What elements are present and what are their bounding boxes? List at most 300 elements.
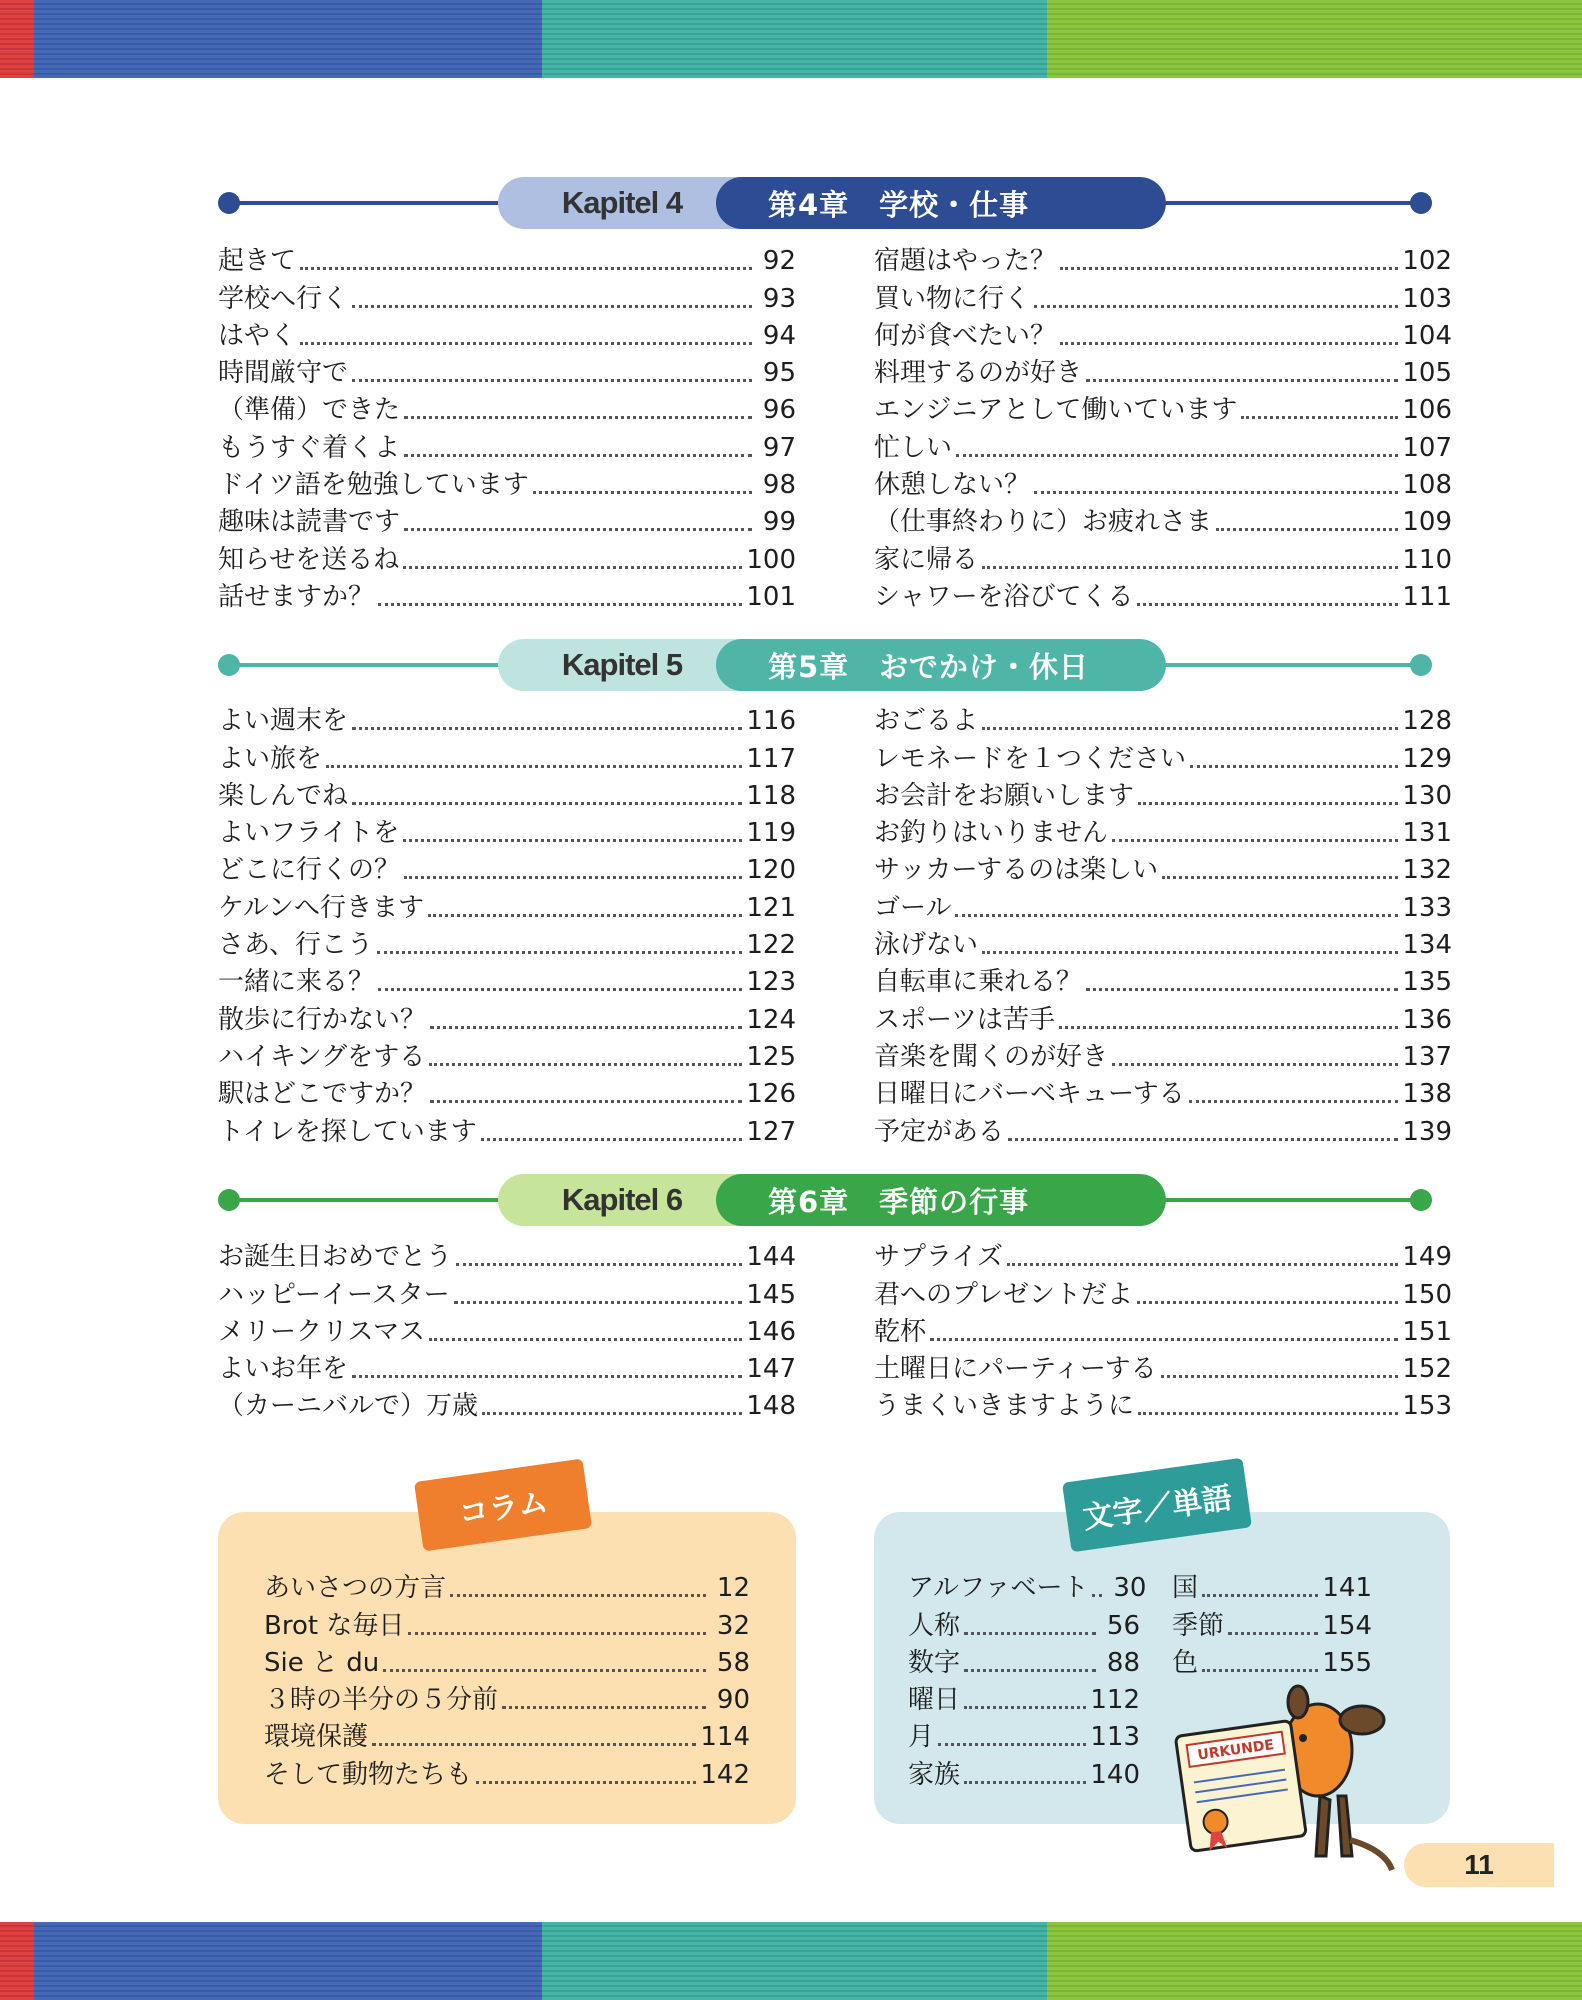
- dot-leader: [481, 1138, 743, 1141]
- toc-entry-page: 94: [762, 320, 796, 351]
- toc-entry-page: 112: [1090, 1685, 1140, 1716]
- toc-entry: [874, 504, 1452, 541]
- toc-entry-page: 103: [1402, 283, 1452, 314]
- chapter-6-japanese-title: 第6章 季節の行事: [716, 1174, 1166, 1226]
- toc-entry-title: 料理するのが好き: [874, 358, 1083, 389]
- toc-entry: [874, 703, 1452, 740]
- toc-entry: [908, 1607, 1140, 1644]
- toc-entry-title: よい旅を: [218, 743, 323, 774]
- dot-leader: [383, 1669, 706, 1672]
- dot-leader: [1138, 1412, 1398, 1415]
- toc-entry-title: 散歩に行かない？: [218, 1004, 427, 1035]
- toc-entry-title: ドイツ語を勉強しています: [218, 470, 529, 501]
- dot-leader: [403, 839, 742, 842]
- toc-entry: [218, 1276, 796, 1313]
- toc-entry: [218, 1239, 796, 1276]
- toc-entry-title: （準備）できた: [218, 395, 401, 426]
- toc-entry: [218, 1113, 796, 1150]
- toc-entry-title: 曜日: [908, 1685, 961, 1716]
- chapter-5-right-list: [874, 703, 1452, 1151]
- dot-leader: [404, 528, 752, 531]
- dot-leader: [1112, 839, 1398, 842]
- dot-leader: [378, 603, 742, 606]
- toc-entry-page: 125: [746, 1041, 796, 1072]
- toc-entry: [874, 541, 1452, 578]
- toc-entry-page: 122: [746, 930, 796, 961]
- toc-entry-title: メリークリスマス: [218, 1316, 425, 1347]
- toc-entry: [874, 889, 1452, 926]
- toc-entry-page: 116: [746, 706, 796, 737]
- toc-entry: [218, 1076, 796, 1113]
- toc-entry-page: 118: [746, 780, 796, 811]
- toc-entry: [218, 541, 796, 578]
- toc-entry-page: 123: [746, 967, 796, 998]
- toc-entry-page: 88: [1106, 1647, 1140, 1678]
- toc-entry-title: よい週末を: [218, 706, 349, 737]
- dot-leader: [1034, 491, 1398, 494]
- dot-leader: [352, 802, 742, 805]
- toc-entry-page: 93: [762, 283, 796, 314]
- toc-entry-title: ゴール: [874, 892, 952, 923]
- toc-entry-page: 101: [746, 581, 796, 612]
- column-title-tag: コラム: [414, 1459, 592, 1552]
- dot-leader: [1060, 267, 1398, 270]
- toc-entry-page: 142: [700, 1759, 750, 1790]
- toc-entry-page: 121: [746, 892, 796, 923]
- toc-entry: [218, 964, 796, 1001]
- toc-entry-title: （仕事終わりに）お疲れさま: [874, 507, 1213, 538]
- dot-leader: [964, 1669, 1096, 1672]
- dot-leader: [408, 1632, 706, 1635]
- dot-leader: [476, 1781, 696, 1784]
- toc-entry-page: 108: [1402, 470, 1452, 501]
- chapter-6-left-list: [218, 1239, 796, 1425]
- dot-leader: [403, 566, 742, 569]
- toc-entry: [264, 1570, 750, 1607]
- dot-leader: [378, 988, 742, 991]
- toc-entry-title: 家に帰る: [874, 544, 979, 575]
- toc-entry-title: お誕生日おめでとう: [218, 1242, 453, 1273]
- toc-entry: [218, 392, 796, 429]
- chapter-5-german-title: Kapitel 5: [498, 639, 746, 691]
- dot-leader: [428, 914, 742, 917]
- toc-entry-page: 141: [1322, 1573, 1372, 1604]
- dot-leader: [938, 1743, 1086, 1746]
- toc-entry-page: 99: [762, 507, 796, 538]
- toc-entry-title: スポーツは苦手: [874, 1004, 1055, 1035]
- dot-leader: [1190, 765, 1398, 768]
- dot-leader: [1137, 603, 1398, 606]
- toc-entry-page: 138: [1402, 1079, 1452, 1110]
- toc-entry-page: 129: [1402, 743, 1452, 774]
- dot-leader: [955, 914, 1398, 917]
- dot-leader: [982, 566, 1398, 569]
- toc-entry-page: 136: [1402, 1004, 1452, 1035]
- dot-leader: [982, 727, 1398, 730]
- toc-entry: [264, 1682, 750, 1719]
- toc-entry-title: ハッピーイースター: [218, 1279, 450, 1310]
- toc-entry-page: 106: [1402, 395, 1452, 426]
- dot-leader: [429, 1063, 742, 1066]
- toc-entry-title: 家族: [908, 1759, 961, 1790]
- dot-leader: [1086, 379, 1398, 382]
- chapter-4-header: [218, 177, 1432, 229]
- dot-leader: [456, 1263, 742, 1266]
- dot-leader: [964, 1706, 1086, 1709]
- dot-leader: [404, 416, 752, 419]
- toc-entry: [874, 355, 1452, 392]
- toc-entry-title: 音楽を聞くのが好き: [874, 1041, 1109, 1072]
- toc-entry: [874, 1239, 1452, 1276]
- toc-entry-title: おごるよ: [874, 706, 979, 737]
- dot-leader: [1161, 1375, 1399, 1378]
- dot-leader: [964, 1632, 1096, 1635]
- toc-entry: [908, 1719, 1140, 1756]
- toc-entry: [874, 1039, 1452, 1076]
- dot-leader: [300, 267, 752, 270]
- toc-entry-title: 一緒に来る？: [218, 967, 375, 998]
- toc-entry-title: 日曜日にバーベキューする: [874, 1079, 1185, 1110]
- toc-entry: [874, 927, 1452, 964]
- toc-entry-title: ３時の半分の５分前: [264, 1685, 499, 1716]
- toc-entry: [264, 1719, 750, 1756]
- toc-entry: [1172, 1570, 1372, 1607]
- toc-entry-title: 月: [908, 1722, 935, 1753]
- toc-entry: [218, 504, 796, 541]
- toc-entry-page: 104: [1402, 320, 1452, 351]
- dot-leader: [430, 1026, 742, 1029]
- toc-entry: [218, 703, 796, 740]
- toc-entry-title: そして動物たちも: [264, 1759, 473, 1790]
- words-left-list: [908, 1570, 1147, 1794]
- toc-entry-title: アルファベート: [908, 1573, 1089, 1604]
- toc-entry: [264, 1645, 750, 1682]
- toc-entry: [874, 318, 1452, 355]
- toc-entry-title: あいさつの方言: [264, 1573, 447, 1604]
- toc-entry-page: 32: [716, 1610, 750, 1641]
- toc-entry-page: 30: [1113, 1573, 1147, 1604]
- dot-leader: [1007, 1263, 1398, 1266]
- toc-entry: [218, 1039, 796, 1076]
- toc-entry: [874, 1001, 1452, 1038]
- chapter-6-right-list: [874, 1239, 1452, 1425]
- toc-entry-title: 土曜日にパーティーする: [874, 1354, 1157, 1385]
- dot-leader: [1112, 1063, 1398, 1066]
- toc-entry: [264, 1756, 750, 1793]
- toc-entry-page: 140: [1090, 1759, 1140, 1790]
- chapter-6-header: [218, 1174, 1432, 1226]
- dot-leader: [352, 305, 752, 308]
- toc-entry-title: お会計をお願いします: [874, 780, 1135, 811]
- toc-entry-page: 98: [762, 470, 796, 501]
- dot-leader: [454, 1301, 743, 1304]
- dot-leader: [1059, 1026, 1398, 1029]
- dot-leader: [1228, 1632, 1318, 1635]
- toc-entry-page: 151: [1402, 1316, 1452, 1347]
- toc-entry-title: もうすぐ着くよ: [218, 432, 401, 463]
- toc-entry: [218, 852, 796, 889]
- chapter-4-left-list: [218, 243, 796, 616]
- chapter-4-japanese-title: 第4章 学校・仕事: [716, 177, 1166, 229]
- dot-leader: [1216, 528, 1398, 531]
- toc-entry: [874, 1351, 1452, 1388]
- toc-entry: [874, 778, 1452, 815]
- dot-leader: [300, 342, 752, 345]
- dot-leader: [982, 951, 1398, 954]
- toc-entry-page: 146: [746, 1316, 796, 1347]
- certificate-title: URKUNDE: [1196, 1737, 1276, 1764]
- toc-entry-title: 色: [1172, 1647, 1199, 1678]
- toc-entry-title: どこに行くの？: [218, 855, 401, 886]
- toc-entry: [1172, 1645, 1372, 1682]
- toc-entry-page: 100: [746, 544, 796, 575]
- dot-leader: [377, 951, 742, 954]
- toc-entry-page: 155: [1322, 1647, 1372, 1678]
- toc-entry-page: 126: [746, 1079, 796, 1110]
- dot-leader: [372, 1743, 696, 1746]
- toc-entry-page: 109: [1402, 507, 1452, 538]
- toc-entry-title: ケルンへ行きます: [218, 892, 425, 923]
- toc-entry-page: 139: [1402, 1116, 1452, 1147]
- toc-entry-page: 113: [1090, 1722, 1140, 1753]
- dot-leader: [1202, 1594, 1318, 1597]
- toc-entry: [908, 1645, 1140, 1682]
- toc-entry-page: 137: [1402, 1041, 1452, 1072]
- toc-entry-title: よいフライトを: [218, 818, 400, 849]
- toc-entry-title: 趣味は読書です: [218, 507, 401, 538]
- toc-entry: [218, 740, 796, 777]
- toc-entry-title: 予定がある: [874, 1116, 1005, 1147]
- toc-entry-page: 107: [1402, 432, 1452, 463]
- toc-entry-page: 114: [700, 1722, 750, 1753]
- words-right-list: [1172, 1570, 1372, 1682]
- toc-entry-title: うまくいきますように: [874, 1391, 1135, 1422]
- chapter-4-right-list: [874, 243, 1452, 616]
- toc-entry: [218, 1314, 796, 1351]
- toc-entry-title: トイレを探しています: [218, 1116, 477, 1147]
- toc-entry: [874, 964, 1452, 1001]
- chapter-4-german-title: Kapitel 4: [498, 177, 746, 229]
- toc-entry-page: 90: [716, 1685, 750, 1716]
- toc-entry-title: 学校へ行く: [218, 283, 349, 314]
- toc-entry: [218, 243, 796, 280]
- dot-leader: [1138, 802, 1398, 805]
- toc-entry: [1172, 1607, 1372, 1644]
- toc-entry: [874, 1388, 1452, 1425]
- dot-leader: [1008, 1138, 1398, 1141]
- toc-entry: [874, 429, 1452, 466]
- toc-entry-title: ハイキングをする: [218, 1041, 426, 1072]
- toc-entry-title: お釣りはいりません: [874, 818, 1109, 849]
- toc-entry-title: 買い物に行く: [874, 283, 1031, 314]
- toc-entry-title: よいお年を: [218, 1354, 349, 1385]
- toc-entry-page: 145: [746, 1279, 796, 1310]
- toc-entry-page: 134: [1402, 930, 1452, 961]
- toc-entry-title: 君へのプレゼントだよ: [874, 1279, 1133, 1310]
- toc-entry: [218, 1001, 796, 1038]
- toc-entry-page: 150: [1402, 1279, 1452, 1310]
- toc-entry-page: 144: [746, 1242, 796, 1273]
- toc-entry: [874, 815, 1452, 852]
- dot-leader: [404, 454, 752, 457]
- toc-entry-title: 自転車に乗れる？: [874, 967, 1083, 998]
- toc-entry: [218, 318, 796, 355]
- toc-entry-title: 話せますか？: [218, 581, 375, 612]
- toc-entry-title: 駅はどこですか？: [218, 1079, 427, 1110]
- toc-entry: [218, 355, 796, 392]
- dot-leader: [1086, 988, 1398, 991]
- toc-entry: [218, 1351, 796, 1388]
- toc-entry: [908, 1682, 1140, 1719]
- column-list: [264, 1570, 750, 1794]
- dot-leader: [1241, 416, 1398, 419]
- toc-entry-page: 152: [1402, 1354, 1452, 1385]
- toc-entry: [218, 1388, 796, 1425]
- toc-entry-title: 何が食べたい？: [874, 320, 1057, 351]
- dot-leader: [964, 1781, 1086, 1784]
- dot-leader: [429, 1338, 742, 1341]
- dot-leader: [1137, 1301, 1398, 1304]
- toc-entry-title: 知らせを送るね: [218, 544, 400, 575]
- toc-entry: [218, 927, 796, 964]
- toc-entry: [264, 1607, 750, 1644]
- toc-entry: [218, 467, 796, 504]
- toc-entry-title: レモネードを１つください: [874, 743, 1187, 774]
- toc-entry-page: 110: [1402, 544, 1452, 575]
- toc-entry: [874, 243, 1452, 280]
- toc-entry-title: 人称: [908, 1610, 961, 1641]
- toc-entry-title: 乾杯: [874, 1316, 927, 1347]
- toc-entry-page: 148: [746, 1391, 796, 1422]
- toc-entry-page: 127: [746, 1116, 796, 1147]
- dot-leader: [352, 1375, 742, 1378]
- toc-entry-page: 132: [1402, 855, 1452, 886]
- toc-entry-page: 154: [1322, 1610, 1372, 1641]
- toc-entry: [218, 280, 796, 317]
- toc-entry-title: 数字: [908, 1647, 961, 1678]
- toc-entry-title: エンジニアとして働いています: [874, 395, 1238, 426]
- top-color-band: [0, 0, 1582, 78]
- dot-leader: [450, 1594, 706, 1597]
- toc-entry-title: さあ、行こう: [218, 930, 373, 961]
- toc-entry-page: 153: [1402, 1391, 1452, 1422]
- dot-leader: [404, 876, 742, 879]
- dot-leader: [326, 765, 742, 768]
- dot-leader: [533, 491, 752, 494]
- toc-entry: [874, 1314, 1452, 1351]
- bottom-color-band: [0, 1922, 1582, 2000]
- toc-entry-page: 56: [1106, 1610, 1140, 1641]
- toc-entry-page: 133: [1402, 892, 1452, 923]
- toc-entry: [874, 467, 1452, 504]
- chapter-6-german-title: Kapitel 6: [498, 1174, 746, 1226]
- toc-entry: [874, 579, 1452, 616]
- toc-entry-page: 12: [716, 1573, 750, 1604]
- mouse-mascot-illustration: [1170, 1680, 1400, 1880]
- dot-leader: [1189, 1100, 1399, 1103]
- toc-entry: [908, 1756, 1140, 1793]
- toc-entry: [908, 1570, 1147, 1607]
- dot-leader: [956, 454, 1398, 457]
- toc-entry-title: 季節: [1172, 1610, 1225, 1641]
- toc-entry-title: （カーニバルで）万歳: [218, 1391, 479, 1422]
- toc-entry-page: 124: [746, 1004, 796, 1035]
- chapter-5-left-list: [218, 703, 796, 1151]
- dot-leader: [352, 727, 742, 730]
- toc-entry-title: 国: [1172, 1573, 1199, 1604]
- toc-entry: [218, 579, 796, 616]
- dot-leader: [930, 1338, 1398, 1341]
- toc-entry: [218, 889, 796, 926]
- chapter-5-japanese-title: 第5章 おでかけ・休日: [716, 639, 1166, 691]
- toc-entry-title: 宿題はやった？: [874, 246, 1057, 277]
- toc-entry-title: 楽しんでね: [218, 780, 349, 811]
- toc-entry: [874, 740, 1452, 777]
- dot-leader: [482, 1412, 742, 1415]
- toc-entry-page: 130: [1402, 780, 1452, 811]
- toc-entry-page: 105: [1402, 358, 1452, 389]
- dot-leader: [1202, 1669, 1318, 1672]
- toc-entry-title: 泳げない: [874, 930, 979, 961]
- toc-entry-title: 休憩しない？: [874, 470, 1031, 501]
- toc-entry-title: 時間厳守で: [218, 358, 349, 389]
- toc-entry: [874, 1276, 1452, 1313]
- toc-entry-page: 111: [1402, 581, 1452, 612]
- toc-entry-title: Brot な毎日: [264, 1610, 405, 1641]
- toc-entry: [874, 852, 1452, 889]
- toc-entry-page: 135: [1402, 967, 1452, 998]
- toc-entry-page: 128: [1402, 706, 1452, 737]
- dot-leader: [1092, 1594, 1102, 1597]
- toc-entry-title: サプライズ: [874, 1242, 1003, 1273]
- toc-entry-page: 131: [1402, 818, 1452, 849]
- toc-entry: [874, 392, 1452, 429]
- dot-leader: [352, 379, 752, 382]
- toc-entry-page: 147: [746, 1354, 796, 1385]
- toc-entry-page: 96: [762, 395, 796, 426]
- page-number: 11: [1404, 1843, 1554, 1887]
- toc-entry-page: 102: [1402, 246, 1452, 277]
- toc-entry-page: 119: [746, 818, 796, 849]
- dot-leader: [430, 1100, 742, 1103]
- dot-leader: [502, 1706, 706, 1709]
- toc-entry-page: 58: [716, 1647, 750, 1678]
- toc-entry-title: サッカーするのは楽しい: [874, 855, 1159, 886]
- chapter-5-header: [218, 639, 1432, 691]
- toc-entry-page: 95: [762, 358, 796, 389]
- toc-entry-page: 97: [762, 432, 796, 463]
- toc-entry-page: 117: [746, 743, 796, 774]
- toc-entry-title: Sie と du: [264, 1647, 380, 1678]
- words-title-tag: 文字／単語: [1062, 1458, 1252, 1553]
- dot-leader: [1060, 342, 1398, 345]
- toc-entry: [218, 778, 796, 815]
- toc-entry: [874, 1113, 1452, 1150]
- toc-entry: [874, 280, 1452, 317]
- toc-entry: [218, 429, 796, 466]
- toc-entry-title: 起きて: [218, 246, 297, 277]
- toc-entry: [874, 1076, 1452, 1113]
- toc-entry-page: 149: [1402, 1242, 1452, 1273]
- toc-entry-title: シャワーを浴びてくる: [874, 581, 1134, 612]
- dot-leader: [1162, 876, 1398, 879]
- toc-entry-title: 忙しい: [874, 432, 953, 463]
- toc-entry-title: はやく: [218, 320, 297, 351]
- toc-entry-page: 92: [762, 246, 796, 277]
- dot-leader: [1034, 305, 1398, 308]
- toc-entry-title: 環境保護: [264, 1722, 369, 1753]
- toc-entry: [218, 815, 796, 852]
